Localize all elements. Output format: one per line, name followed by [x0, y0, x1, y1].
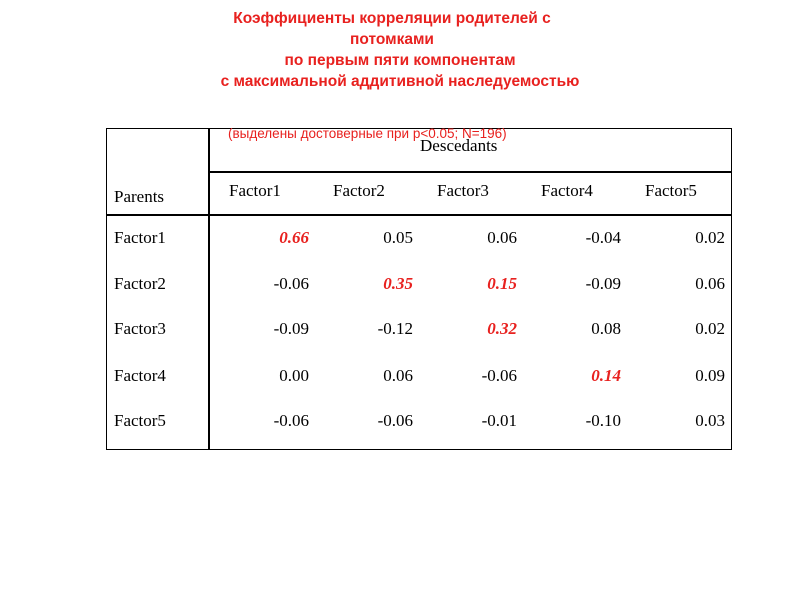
table-divider-body	[106, 214, 732, 216]
table-cell: -0.09	[585, 274, 621, 293]
table-cell: -0.01	[481, 411, 517, 430]
table-cell: 0.08	[591, 319, 621, 338]
table-cell: -0.10	[585, 411, 621, 430]
row-header: Factor3	[114, 319, 166, 338]
title-line-2: потомками	[350, 31, 434, 48]
row-header: Factor2	[114, 274, 166, 293]
significance-note: (выделены достоверные при p<0.05; N=196)	[228, 126, 507, 141]
table-cell: 0.06	[383, 366, 413, 385]
table-cell: -0.06	[481, 366, 517, 385]
table-cell: 0.03	[695, 411, 725, 430]
table-cell: 0.05	[383, 228, 413, 247]
table-cell-significant: 0.66	[279, 228, 309, 247]
title-line-4: с максимальной аддитивной наследуемостью	[220, 73, 580, 90]
table-divider-header	[208, 171, 732, 173]
table-cell: -0.06	[273, 411, 309, 430]
parents-header: Parents	[114, 187, 165, 206]
table-cell: 0.09	[695, 366, 725, 385]
table-divider-vertical	[208, 128, 210, 450]
title-line-1: Коэффициенты корреляции родителей с	[233, 10, 551, 27]
table-cell-significant: 0.35	[383, 274, 413, 293]
table-cell: 0.02	[695, 319, 725, 338]
row-header: Factor5	[114, 411, 166, 430]
table-cell: 0.06	[695, 274, 725, 293]
column-header: Factor5	[645, 181, 697, 200]
table-cell-significant: 0.15	[487, 274, 517, 293]
table-cell: 0.02	[695, 228, 725, 247]
table-cell: 0.00	[279, 366, 309, 385]
column-header: Factor2	[333, 181, 385, 200]
table-cell: 0.06	[487, 228, 517, 247]
correlation-table	[106, 128, 732, 450]
table-cell-significant: 0.14	[591, 366, 621, 385]
row-header: Factor1	[114, 228, 166, 247]
table-cell: -0.09	[273, 319, 309, 338]
table-cell-significant: 0.32	[487, 319, 517, 338]
column-header: Factor1	[229, 181, 281, 200]
table-cell: -0.12	[377, 319, 413, 338]
descendants-header: Descedants	[420, 136, 498, 155]
table-cell: -0.06	[377, 411, 413, 430]
table-cell: -0.06	[273, 274, 309, 293]
column-header: Factor4	[541, 181, 593, 200]
row-header: Factor4	[114, 366, 166, 385]
title-line-3: по первым пяти компонентам	[284, 52, 516, 69]
slide-title	[0, 8, 800, 92]
column-header: Factor3	[437, 181, 489, 200]
table-cell: -0.04	[585, 228, 621, 247]
